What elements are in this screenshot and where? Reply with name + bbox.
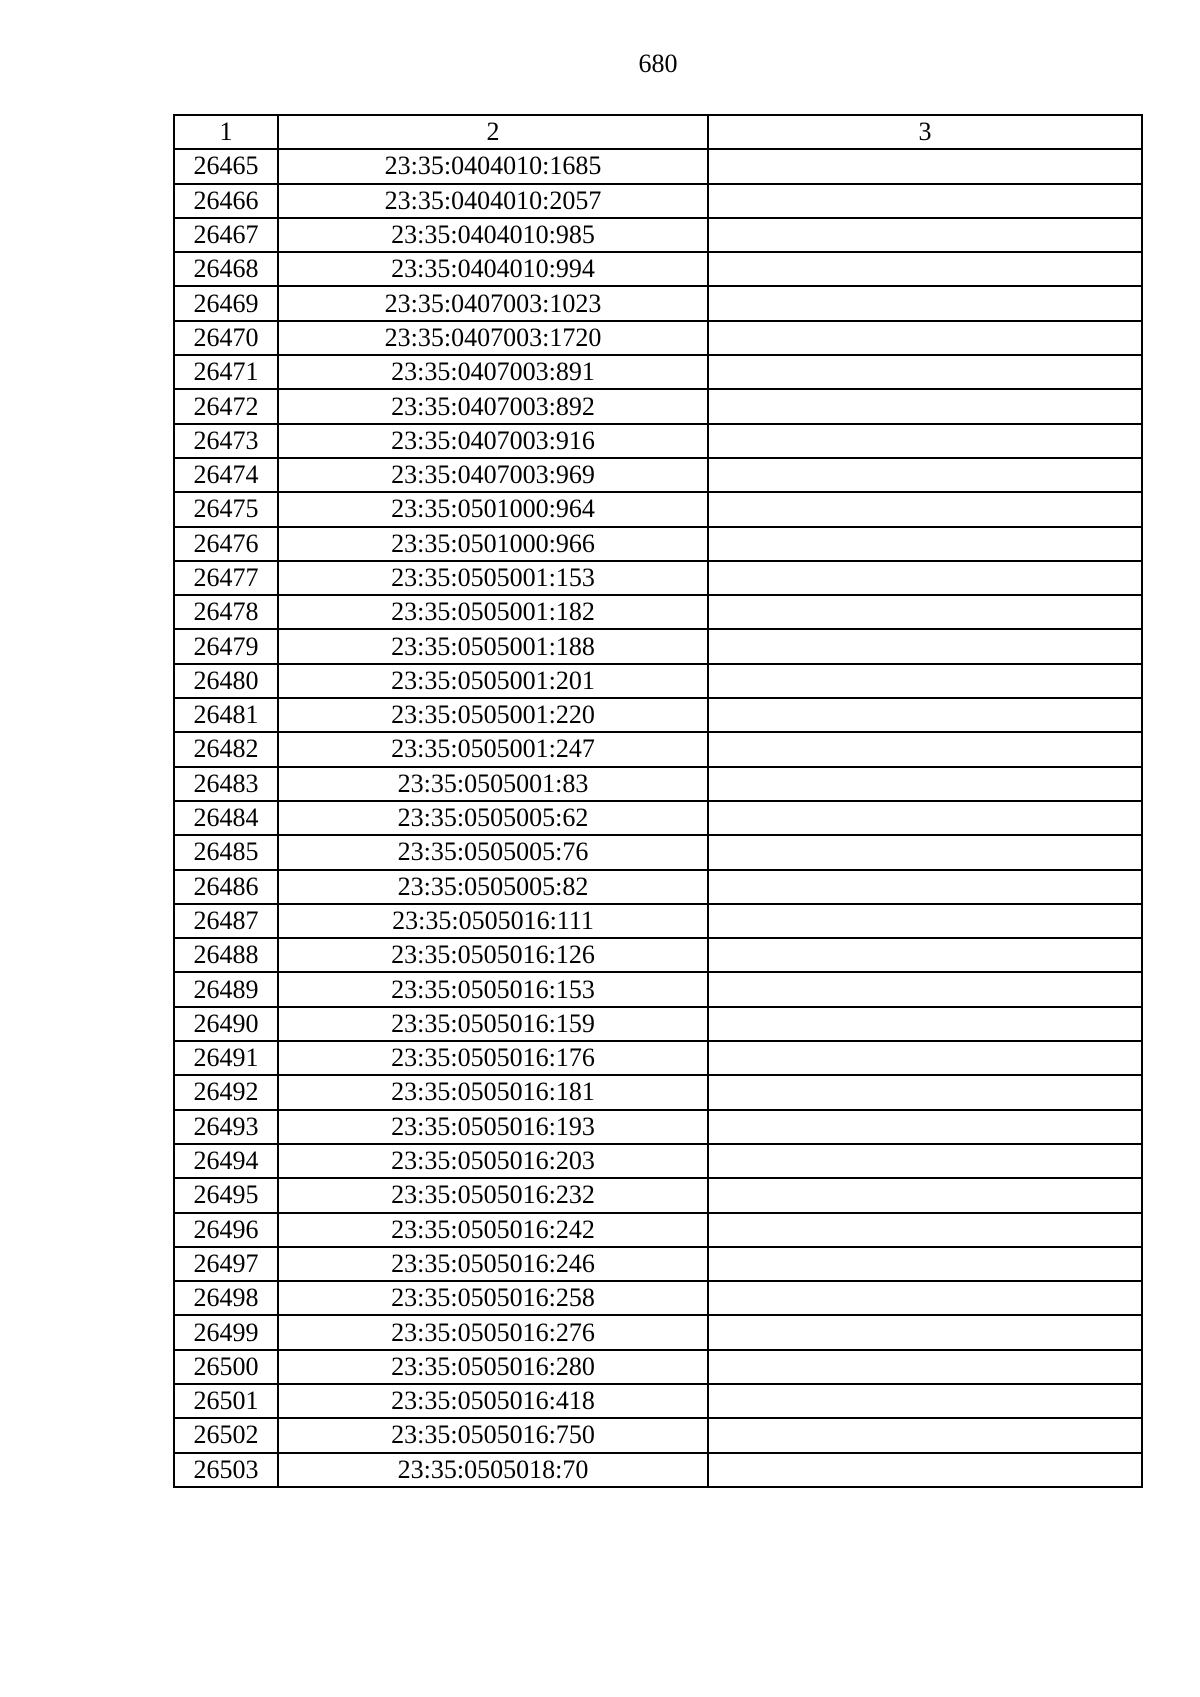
data-table: [173, 114, 1143, 1488]
notes-cell: [708, 218, 1142, 252]
row-number-cell: 26489: [174, 972, 278, 1006]
notes-cell: [708, 149, 1142, 183]
notes-cell: [708, 184, 1142, 218]
cadastral-number-cell: 23:35:0505001:182: [278, 595, 708, 629]
notes-cell: [708, 767, 1142, 801]
table-row: [174, 1144, 1142, 1178]
notes-cell: [708, 698, 1142, 732]
notes-cell: [708, 664, 1142, 698]
table-row: [174, 149, 1142, 183]
table-row: [174, 629, 1142, 663]
row-number-cell: 26475: [174, 492, 278, 526]
table-row: [174, 1281, 1142, 1315]
cadastral-number-cell: 23:35:0505016:246: [278, 1247, 708, 1281]
row-number-cell: 26480: [174, 664, 278, 698]
table-row: [174, 492, 1142, 526]
row-number-cell: 26499: [174, 1315, 278, 1349]
table-row: [174, 458, 1142, 492]
cadastral-number-cell: 23:35:0407003:1720: [278, 321, 708, 355]
row-number-cell: 26500: [174, 1350, 278, 1384]
cadastral-number-cell: 23:35:0505001:201: [278, 664, 708, 698]
cadastral-number-cell: 23:35:0505016:193: [278, 1110, 708, 1144]
table-row: [174, 1350, 1142, 1384]
notes-cell: [708, 1144, 1142, 1178]
row-number-cell: 26481: [174, 698, 278, 732]
table-row: [174, 321, 1142, 355]
notes-cell: [708, 1350, 1142, 1384]
notes-cell: [708, 1315, 1142, 1349]
row-number-cell: 26482: [174, 732, 278, 766]
row-number-cell: 26488: [174, 938, 278, 972]
table-row: [174, 1007, 1142, 1041]
cadastral-number-cell: 23:35:0505016:232: [278, 1178, 708, 1212]
row-number-cell: 26490: [174, 1007, 278, 1041]
cadastral-number-cell: 23:35:0505001:188: [278, 629, 708, 663]
notes-cell: [708, 629, 1142, 663]
cadastral-number-cell: 23:35:0505016:276: [278, 1315, 708, 1349]
page-number: 680: [638, 49, 678, 78]
row-number-cell: 26479: [174, 629, 278, 663]
table-row: [174, 527, 1142, 561]
notes-cell: [708, 1007, 1142, 1041]
cadastral-number-cell: 23:35:0505016:111: [278, 904, 708, 938]
table-row: [174, 801, 1142, 835]
cadastral-number-cell: 23:35:0505016:159: [278, 1007, 708, 1041]
notes-cell: [708, 835, 1142, 869]
cadastral-number-cell: 23:35:0505016:242: [278, 1213, 708, 1247]
row-number-cell: 26491: [174, 1041, 278, 1075]
notes-cell: [708, 904, 1142, 938]
notes-cell: [708, 1075, 1142, 1109]
cadastral-number-cell: 23:35:0505018:70: [278, 1453, 708, 1487]
table-row: [174, 904, 1142, 938]
row-number-cell: 26497: [174, 1247, 278, 1281]
row-number-cell: 26492: [174, 1075, 278, 1109]
row-number-cell: 26503: [174, 1453, 278, 1487]
row-number-cell: 26469: [174, 286, 278, 320]
table-row: [174, 1178, 1142, 1212]
notes-cell: [708, 972, 1142, 1006]
table-row: [174, 355, 1142, 389]
cadastral-number-cell: 23:35:0505016:750: [278, 1418, 708, 1452]
notes-cell: [708, 1453, 1142, 1487]
cadastral-number-cell: 23:35:0505001:247: [278, 732, 708, 766]
cadastral-number-cell: 23:35:0505005:82: [278, 870, 708, 904]
row-number-cell: 26468: [174, 252, 278, 286]
table-row: [174, 1041, 1142, 1075]
cadastral-number-cell: 23:35:0404010:985: [278, 218, 708, 252]
notes-cell: [708, 1178, 1142, 1212]
row-number-cell: 26494: [174, 1144, 278, 1178]
notes-cell: [708, 732, 1142, 766]
notes-cell: [708, 870, 1142, 904]
notes-cell: [708, 286, 1142, 320]
cadastral-number-cell: 23:35:0505005:76: [278, 835, 708, 869]
cadastral-number-cell: 23:35:0505016:176: [278, 1041, 708, 1075]
cadastral-number-cell: 23:35:0505016:126: [278, 938, 708, 972]
table-row: [174, 1247, 1142, 1281]
table-row: [174, 1110, 1142, 1144]
cadastral-number-cell: 23:35:0407003:892: [278, 389, 708, 423]
notes-cell: [708, 252, 1142, 286]
cadastral-number-cell: 23:35:0505005:62: [278, 801, 708, 835]
row-number-cell: 26502: [174, 1418, 278, 1452]
row-number-cell: 26483: [174, 767, 278, 801]
cadastral-number-cell: 23:35:0505016:181: [278, 1075, 708, 1109]
notes-cell: [708, 801, 1142, 835]
notes-cell: [708, 355, 1142, 389]
cadastral-number-cell: 23:35:0505016:153: [278, 972, 708, 1006]
notes-cell: [708, 561, 1142, 595]
notes-cell: [708, 1110, 1142, 1144]
table-row: [174, 972, 1142, 1006]
row-number-cell: 26472: [174, 389, 278, 423]
row-number-cell: 26473: [174, 424, 278, 458]
notes-cell: [708, 595, 1142, 629]
table-row: [174, 252, 1142, 286]
table-row: [174, 184, 1142, 218]
notes-cell: [708, 527, 1142, 561]
table-row: [174, 767, 1142, 801]
notes-cell: [708, 321, 1142, 355]
row-number-cell: 26493: [174, 1110, 278, 1144]
row-number-cell: 26478: [174, 595, 278, 629]
cadastral-number-cell: 23:35:0501000:966: [278, 527, 708, 561]
notes-cell: [708, 389, 1142, 423]
table-body: [174, 149, 1142, 1487]
table-row: [174, 1384, 1142, 1418]
cadastral-number-cell: 23:35:0407003:916: [278, 424, 708, 458]
notes-cell: [708, 1247, 1142, 1281]
table-row: [174, 1315, 1142, 1349]
table-row: [174, 938, 1142, 972]
cadastral-number-cell: 23:35:0501000:964: [278, 492, 708, 526]
row-number-cell: 26465: [174, 149, 278, 183]
table-row: [174, 561, 1142, 595]
notes-cell: [708, 1041, 1142, 1075]
notes-cell: [708, 492, 1142, 526]
table-row: [174, 870, 1142, 904]
table-row: [174, 595, 1142, 629]
cadastral-number-cell: 23:35:0407003:1023: [278, 286, 708, 320]
cadastral-number-cell: 23:35:0404010:2057: [278, 184, 708, 218]
row-number-cell: 26476: [174, 527, 278, 561]
cadastral-number-cell: 23:35:0505016:280: [278, 1350, 708, 1384]
table-header-row: [174, 115, 1142, 149]
table-row: [174, 389, 1142, 423]
row-number-cell: 26487: [174, 904, 278, 938]
cadastral-number-cell: 23:35:0505016:418: [278, 1384, 708, 1418]
notes-cell: [708, 458, 1142, 492]
notes-cell: [708, 1281, 1142, 1315]
notes-cell: [708, 424, 1142, 458]
row-number-cell: 26484: [174, 801, 278, 835]
notes-cell: [708, 1418, 1142, 1452]
cadastral-number-cell: 23:35:0505001:220: [278, 698, 708, 732]
table-row: [174, 424, 1142, 458]
cadastral-number-cell: 23:35:0505001:153: [278, 561, 708, 595]
table-row: [174, 1213, 1142, 1247]
table-row: [174, 286, 1142, 320]
table-row: [174, 1453, 1142, 1487]
row-number-cell: 26501: [174, 1384, 278, 1418]
table-row: [174, 732, 1142, 766]
cadastral-number-cell: 23:35:0505016:203: [278, 1144, 708, 1178]
row-number-cell: 26466: [174, 184, 278, 218]
row-number-cell: 26486: [174, 870, 278, 904]
notes-cell: [708, 1213, 1142, 1247]
row-number-cell: 26474: [174, 458, 278, 492]
row-number-cell: 26470: [174, 321, 278, 355]
notes-cell: [708, 938, 1142, 972]
column-header-2: 2: [278, 115, 708, 149]
table-row: [174, 835, 1142, 869]
table-row: [174, 698, 1142, 732]
table-row: [174, 218, 1142, 252]
cadastral-number-cell: 23:35:0407003:891: [278, 355, 708, 389]
cadastral-number-cell: 23:35:0505001:83: [278, 767, 708, 801]
table-row: [174, 664, 1142, 698]
row-number-cell: 26485: [174, 835, 278, 869]
row-number-cell: 26496: [174, 1213, 278, 1247]
cadastral-number-cell: 23:35:0505016:258: [278, 1281, 708, 1315]
row-number-cell: 26471: [174, 355, 278, 389]
column-header-1: 1: [174, 115, 278, 149]
row-number-cell: 26467: [174, 218, 278, 252]
row-number-cell: 26495: [174, 1178, 278, 1212]
notes-cell: [708, 1384, 1142, 1418]
row-number-cell: 26477: [174, 561, 278, 595]
column-header-3: 3: [708, 115, 1142, 149]
cadastral-number-cell: 23:35:0407003:969: [278, 458, 708, 492]
row-number-cell: 26498: [174, 1281, 278, 1315]
cadastral-number-cell: 23:35:0404010:994: [278, 252, 708, 286]
table-row: [174, 1075, 1142, 1109]
table-row: [174, 1418, 1142, 1452]
cadastral-number-cell: 23:35:0404010:1685: [278, 149, 708, 183]
